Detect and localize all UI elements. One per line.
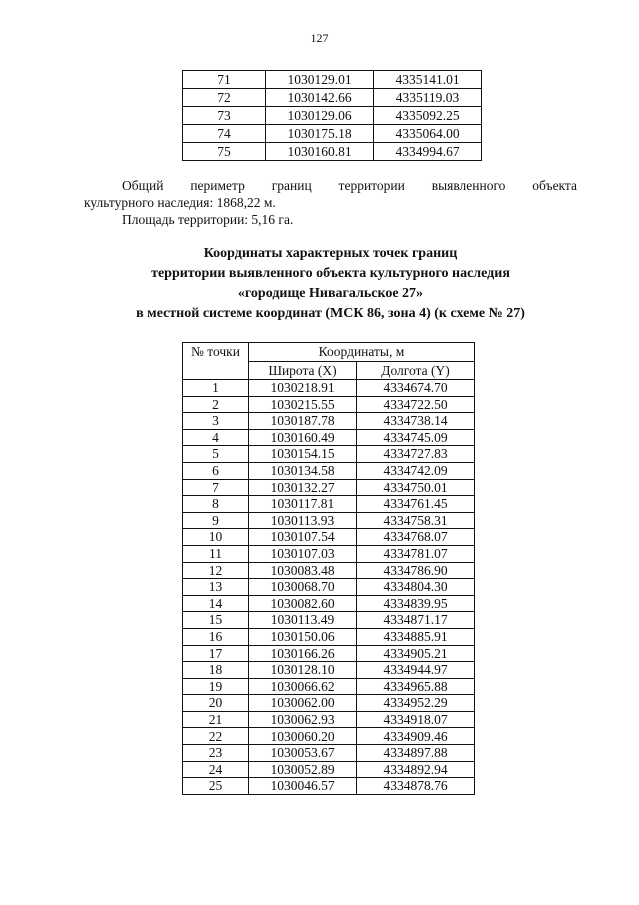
latitude-cell: 1030132.27 bbox=[249, 479, 357, 496]
point-number-cell: 11 bbox=[183, 545, 249, 562]
longitude-cell: 4334786.90 bbox=[357, 562, 475, 579]
point-number-cell: 7 bbox=[183, 479, 249, 496]
point-number-cell: 9 bbox=[183, 512, 249, 529]
table-row bbox=[183, 125, 482, 143]
latitude-cell: 1030082.60 bbox=[249, 595, 357, 612]
table-row bbox=[183, 662, 475, 679]
point-number-cell: 72 bbox=[183, 89, 266, 107]
table-row bbox=[183, 645, 475, 662]
table-row bbox=[183, 479, 475, 496]
point-number-cell: 74 bbox=[183, 125, 266, 143]
longitude-cell: 4334781.07 bbox=[357, 545, 475, 562]
point-number-cell: 6 bbox=[183, 462, 249, 479]
table-row bbox=[183, 512, 475, 529]
longitude-cell: 4334909.46 bbox=[357, 728, 475, 745]
table-row bbox=[183, 562, 475, 579]
table-row bbox=[183, 380, 475, 397]
point-number-cell: 4 bbox=[183, 429, 249, 446]
latitude-cell: 1030166.26 bbox=[249, 645, 357, 662]
longitude-cell: 4334761.45 bbox=[357, 496, 475, 513]
latitude-cell: 1030113.49 bbox=[249, 612, 357, 629]
perimeter-line-2: культурного наследия: 1868,22 м. bbox=[84, 195, 276, 210]
table-row bbox=[183, 545, 475, 562]
perimeter-paragraph bbox=[84, 177, 577, 211]
point-number-cell: 18 bbox=[183, 662, 249, 679]
table-row bbox=[183, 396, 475, 413]
header-longitude: Долгота (Y) bbox=[357, 361, 475, 380]
point-number-cell: 3 bbox=[183, 413, 249, 430]
longitude-cell: 4334742.09 bbox=[357, 462, 475, 479]
latitude-cell: 1030046.57 bbox=[249, 778, 357, 795]
table-row bbox=[183, 71, 482, 89]
heading-line-4: в местной системе координат (МСК 86, зона 4) (к схеме № 27) bbox=[136, 306, 525, 321]
table-row bbox=[183, 89, 482, 107]
longitude-cell: 4334892.94 bbox=[357, 761, 475, 778]
latitude-cell: 1030134.58 bbox=[249, 462, 357, 479]
latitude-cell: 1030113.93 bbox=[249, 512, 357, 529]
heading-line-1: Координаты характерных точек границ bbox=[203, 246, 458, 261]
header-latitude: Широта (X) bbox=[249, 361, 357, 380]
longitude-cell: 4334918.07 bbox=[357, 711, 475, 728]
point-number-cell: 17 bbox=[183, 645, 249, 662]
longitude-cell: 4334897.88 bbox=[357, 745, 475, 762]
table-row bbox=[183, 413, 475, 430]
point-number-cell: 5 bbox=[183, 446, 249, 463]
table-row bbox=[183, 745, 475, 762]
point-number-cell: 2 bbox=[183, 396, 249, 413]
longitude-cell: 4334994.67 bbox=[374, 143, 482, 161]
longitude-cell: 4334722.50 bbox=[357, 396, 475, 413]
longitude-cell: 4334738.14 bbox=[357, 413, 475, 430]
table-row bbox=[183, 595, 475, 612]
table-row bbox=[183, 612, 475, 629]
longitude-cell: 4334839.95 bbox=[357, 595, 475, 612]
longitude-cell: 4334727.83 bbox=[357, 446, 475, 463]
longitude-cell: 4335119.03 bbox=[374, 89, 482, 107]
latitude-cell: 1030218.91 bbox=[249, 380, 357, 397]
point-number-cell: 1 bbox=[183, 380, 249, 397]
latitude-cell: 1030215.55 bbox=[249, 396, 357, 413]
latitude-cell: 1030083.48 bbox=[249, 562, 357, 579]
table-row bbox=[183, 143, 482, 161]
point-number-cell: 8 bbox=[183, 496, 249, 513]
boundary-points-body bbox=[183, 380, 475, 795]
latitude-cell: 1030160.49 bbox=[249, 429, 357, 446]
point-number-cell: 71 bbox=[183, 71, 266, 89]
point-number-cell: 21 bbox=[183, 711, 249, 728]
point-number-cell: 19 bbox=[183, 678, 249, 695]
table-row bbox=[183, 678, 475, 695]
point-number-cell: 12 bbox=[183, 562, 249, 579]
point-number-cell: 10 bbox=[183, 529, 249, 546]
longitude-cell: 4334758.31 bbox=[357, 512, 475, 529]
header-point-number: № точки bbox=[183, 343, 249, 380]
latitude-cell: 1030129.01 bbox=[266, 71, 374, 89]
latitude-cell: 1030142.66 bbox=[266, 89, 374, 107]
longitude-cell: 4334804.30 bbox=[357, 579, 475, 596]
latitude-cell: 1030066.62 bbox=[249, 678, 357, 695]
point-number-cell: 13 bbox=[183, 579, 249, 596]
latitude-cell: 1030052.89 bbox=[249, 761, 357, 778]
latitude-cell: 1030128.10 bbox=[249, 662, 357, 679]
longitude-cell: 4334750.01 bbox=[357, 479, 475, 496]
table-row bbox=[183, 529, 475, 546]
table-row bbox=[183, 778, 475, 795]
longitude-cell: 4334768.07 bbox=[357, 529, 475, 546]
table-row bbox=[183, 628, 475, 645]
point-number-cell: 16 bbox=[183, 628, 249, 645]
latitude-cell: 1030062.00 bbox=[249, 695, 357, 712]
latitude-cell: 1030154.15 bbox=[249, 446, 357, 463]
page-number: 127 bbox=[310, 31, 329, 45]
point-number-cell: 24 bbox=[183, 761, 249, 778]
point-number-cell: 22 bbox=[183, 728, 249, 745]
longitude-cell: 4335092.25 bbox=[374, 107, 482, 125]
longitude-cell: 4334871.17 bbox=[357, 612, 475, 629]
latitude-cell: 1030160.81 bbox=[266, 143, 374, 161]
heading-line-2: территории выявленного объекта культурного наследия bbox=[151, 266, 510, 281]
boundary-points-table bbox=[182, 342, 475, 795]
longitude-cell: 4334952.29 bbox=[357, 695, 475, 712]
longitude-cell: 4334674.70 bbox=[357, 380, 475, 397]
latitude-cell: 1030175.18 bbox=[266, 125, 374, 143]
longitude-cell: 4335141.01 bbox=[374, 71, 482, 89]
continued-coordinates-table bbox=[182, 70, 482, 161]
latitude-cell: 1030117.81 bbox=[249, 496, 357, 513]
table-row bbox=[183, 496, 475, 513]
longitude-cell: 4334944.97 bbox=[357, 662, 475, 679]
longitude-cell: 4334885.91 bbox=[357, 628, 475, 645]
point-number-cell: 20 bbox=[183, 695, 249, 712]
table-row bbox=[183, 579, 475, 596]
latitude-cell: 1030187.78 bbox=[249, 413, 357, 430]
boundary-points-header bbox=[183, 343, 475, 380]
latitude-cell: 1030129.06 bbox=[266, 107, 374, 125]
point-number-cell: 75 bbox=[183, 143, 266, 161]
table-row bbox=[183, 429, 475, 446]
latitude-cell: 1030107.54 bbox=[249, 529, 357, 546]
table-row bbox=[183, 462, 475, 479]
longitude-cell: 4335064.00 bbox=[374, 125, 482, 143]
longitude-cell: 4334965.88 bbox=[357, 678, 475, 695]
perimeter-line-1: Общий периметр границ территории выявленного объекта bbox=[122, 178, 577, 193]
heading-line-3: «городище Нивагальское 27» bbox=[237, 286, 424, 301]
latitude-cell: 1030068.70 bbox=[249, 579, 357, 596]
continued-coordinates-body bbox=[183, 71, 482, 161]
point-number-cell: 15 bbox=[183, 612, 249, 629]
table-row bbox=[183, 107, 482, 125]
point-number-cell: 23 bbox=[183, 745, 249, 762]
latitude-cell: 1030060.20 bbox=[249, 728, 357, 745]
point-number-cell: 25 bbox=[183, 778, 249, 795]
table-row bbox=[183, 761, 475, 778]
longitude-cell: 4334878.76 bbox=[357, 778, 475, 795]
latitude-cell: 1030062.93 bbox=[249, 711, 357, 728]
latitude-cell: 1030053.67 bbox=[249, 745, 357, 762]
area-paragraph: Площадь территории: 5,16 га. bbox=[122, 212, 294, 227]
longitude-cell: 4334905.21 bbox=[357, 645, 475, 662]
latitude-cell: 1030150.06 bbox=[249, 628, 357, 645]
point-number-cell: 14 bbox=[183, 595, 249, 612]
table-row bbox=[183, 446, 475, 463]
table-row bbox=[183, 728, 475, 745]
section-heading bbox=[84, 244, 577, 324]
latitude-cell: 1030107.03 bbox=[249, 545, 357, 562]
point-number-cell: 73 bbox=[183, 107, 266, 125]
table-row bbox=[183, 695, 475, 712]
table-row bbox=[183, 711, 475, 728]
longitude-cell: 4334745.09 bbox=[357, 429, 475, 446]
header-coordinates: Координаты, м bbox=[249, 343, 475, 362]
